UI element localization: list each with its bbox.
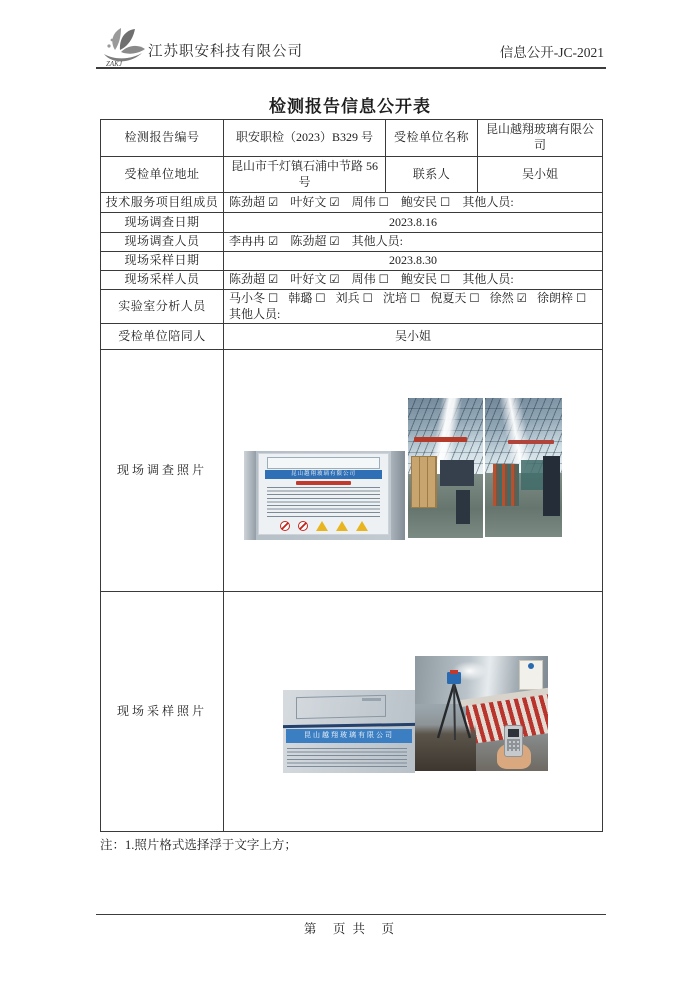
member-name: 叶好文 [290, 194, 327, 209]
table-row [101, 213, 603, 233]
member-name: 周伟 [351, 272, 376, 287]
sampling-photos-cell [224, 592, 603, 832]
table-row [101, 252, 603, 271]
page-number-text: 第 页 共 页 [303, 922, 397, 936]
tech-team-label: 技术服务项目组成员 [101, 193, 224, 213]
member-name: 沈培 [382, 291, 407, 305]
table-row [101, 157, 603, 193]
survey-staff-label: 现场调查人员 [101, 233, 224, 252]
sampling-photo-scene [415, 656, 548, 771]
contact-value: 吴小姐 [478, 157, 603, 193]
checkbox-checked-icon[interactable]: ☑ [329, 234, 340, 249]
unit-name-value: 昆山越翔玻璃有限公司 [478, 120, 603, 157]
machinery-silhouette [543, 456, 560, 516]
warning-triangle-icon [356, 521, 368, 531]
info-table [100, 119, 603, 832]
company-name: 江苏职安科技有限公司 [148, 44, 303, 60]
survey-photo-workshop-2 [485, 398, 562, 537]
accompany-label: 受检单位陪同人 [101, 324, 224, 350]
signboard-post [244, 451, 256, 540]
machinery-silhouette [440, 460, 474, 486]
member-name: 周伟 [351, 194, 376, 209]
prohibition-icon [280, 521, 290, 531]
wooden-crate [411, 456, 437, 508]
checkbox-unchecked-icon[interactable]: ☐ [410, 291, 421, 305]
blue-logo-dot [528, 663, 534, 669]
member-name: 陈劲超 [229, 272, 266, 287]
overhead-crane [414, 437, 467, 442]
prohibition-icon [298, 521, 308, 531]
lab-staff-label: 实验室分析人员 [101, 290, 224, 324]
report-no-value: 职安职检（2023）B329 号 [224, 120, 386, 157]
safety-icons-row [267, 519, 380, 532]
checkbox-unchecked-icon[interactable]: ☐ [378, 194, 389, 209]
white-card [519, 660, 543, 690]
document-company-banner: 昆山越翔玻璃有限公司 [286, 729, 413, 743]
member-name: 叶好文 [290, 272, 327, 287]
sampling-photos-label: 现场采样照片 [101, 592, 224, 832]
table-row [101, 120, 603, 157]
table-row [101, 350, 603, 592]
member-name: 徐朗梓 [536, 291, 573, 305]
checkbox-checked-icon[interactable]: ☑ [268, 234, 279, 249]
checkbox-unchecked-icon[interactable]: ☐ [440, 194, 451, 209]
warning-triangle-icon [336, 521, 348, 531]
signboard-post [391, 451, 405, 540]
red-beam [508, 440, 554, 444]
member-name: 马小冬 [229, 291, 266, 305]
unit-address-label: 受检单位地址 [101, 157, 224, 193]
glass-rack [493, 464, 519, 506]
unit-name-label: 受检单位名称 [386, 120, 478, 157]
unit-address-value: 昆山市千灯镇石浦中节路 56号 [224, 157, 386, 193]
lab-staff-members [224, 290, 603, 324]
page-title: 检测报告信息公开表 [269, 97, 431, 116]
sampling-staff-members [224, 271, 603, 290]
machinery-silhouette [456, 490, 470, 524]
checkbox-unchecked-icon[interactable]: ☐ [378, 272, 389, 287]
survey-staff-members [224, 233, 603, 252]
member-name: 刘兵 [335, 291, 360, 305]
sampling-staff-label: 现场采样人员 [101, 271, 224, 290]
sampling-date-label: 现场采样日期 [101, 252, 224, 271]
checkbox-unchecked-icon[interactable]: ☐ [268, 291, 279, 305]
document-text-lines [287, 748, 407, 768]
footnote: 注：1.照片格式选择浮于文字上方； [100, 838, 297, 852]
other-staff-label: 其他人员: [462, 272, 514, 287]
checkbox-unchecked-icon[interactable]: ☐ [315, 291, 326, 305]
table-row [101, 324, 603, 350]
member-name: 陈劲超 [290, 234, 327, 249]
tripod-sampler [428, 670, 480, 742]
navy-divider-line [283, 723, 415, 728]
document-number: 信息公开-JC-2021 [499, 45, 604, 60]
page-header [96, 26, 606, 69]
table-row [101, 290, 603, 324]
handheld-meter [504, 725, 523, 757]
footer-divider [96, 914, 606, 915]
checkbox-checked-icon[interactable]: ☑ [329, 272, 340, 287]
member-name: 韩璐 [288, 291, 313, 305]
checkbox-unchecked-icon[interactable]: ☐ [469, 291, 480, 305]
checkbox-checked-icon[interactable]: ☑ [268, 272, 279, 287]
svg-text:ZAKJ: ZAKJ [106, 60, 122, 67]
board-text-lines [267, 487, 380, 518]
member-name: 倪夏天 [430, 291, 467, 305]
warning-triangle-icon [316, 521, 328, 531]
checkbox-unchecked-icon[interactable]: ☐ [362, 291, 373, 305]
accompany-value: 吴小姐 [224, 324, 603, 350]
board-red-subtitle [296, 481, 350, 485]
member-name: 鲍安民 [400, 194, 437, 209]
meter-keypad [507, 739, 520, 751]
checkbox-checked-icon[interactable]: ☑ [516, 291, 527, 305]
checkbox-unchecked-icon[interactable]: ☐ [575, 291, 587, 305]
company-logo-icon [100, 26, 146, 67]
sampling-photo-document [283, 690, 415, 773]
checkbox-checked-icon[interactable]: ☑ [329, 194, 340, 209]
survey-photos-label: 现场调查照片 [101, 350, 224, 592]
survey-date-label: 现场调查日期 [101, 213, 224, 233]
sampling-date-value: 2023.8.30 [224, 252, 603, 271]
meter-screen [508, 729, 519, 737]
other-staff-label: 其他人员: [229, 306, 281, 321]
report-no-label: 检测报告编号 [101, 120, 224, 157]
member-name: 李冉冉 [229, 234, 266, 249]
survey-photo-signboard [244, 451, 405, 540]
table-row [101, 271, 603, 290]
board-top-box [267, 457, 380, 469]
table-row [101, 233, 603, 252]
other-staff-label: 其他人员: [462, 194, 514, 209]
member-name: 鲍安民 [400, 272, 437, 287]
member-name: 陈劲超 [229, 194, 266, 209]
member-name: 徐然 [489, 291, 514, 305]
document-small-text [362, 698, 380, 701]
table-row [101, 193, 603, 213]
board-company-banner: 昆山越翔玻璃有限公司 [265, 470, 382, 479]
table-row [101, 592, 603, 832]
checkbox-checked-icon[interactable]: ☑ [268, 194, 279, 209]
checkbox-unchecked-icon[interactable]: ☐ [440, 272, 451, 287]
contact-label: 联系人 [386, 157, 478, 193]
tech-team-members [224, 193, 603, 213]
survey-photos-cell [224, 350, 603, 592]
other-staff-label: 其他人员: [351, 234, 403, 249]
survey-photo-workshop-1 [408, 398, 483, 538]
survey-date-value: 2023.8.16 [224, 213, 603, 233]
safety-notice-board [258, 453, 389, 535]
